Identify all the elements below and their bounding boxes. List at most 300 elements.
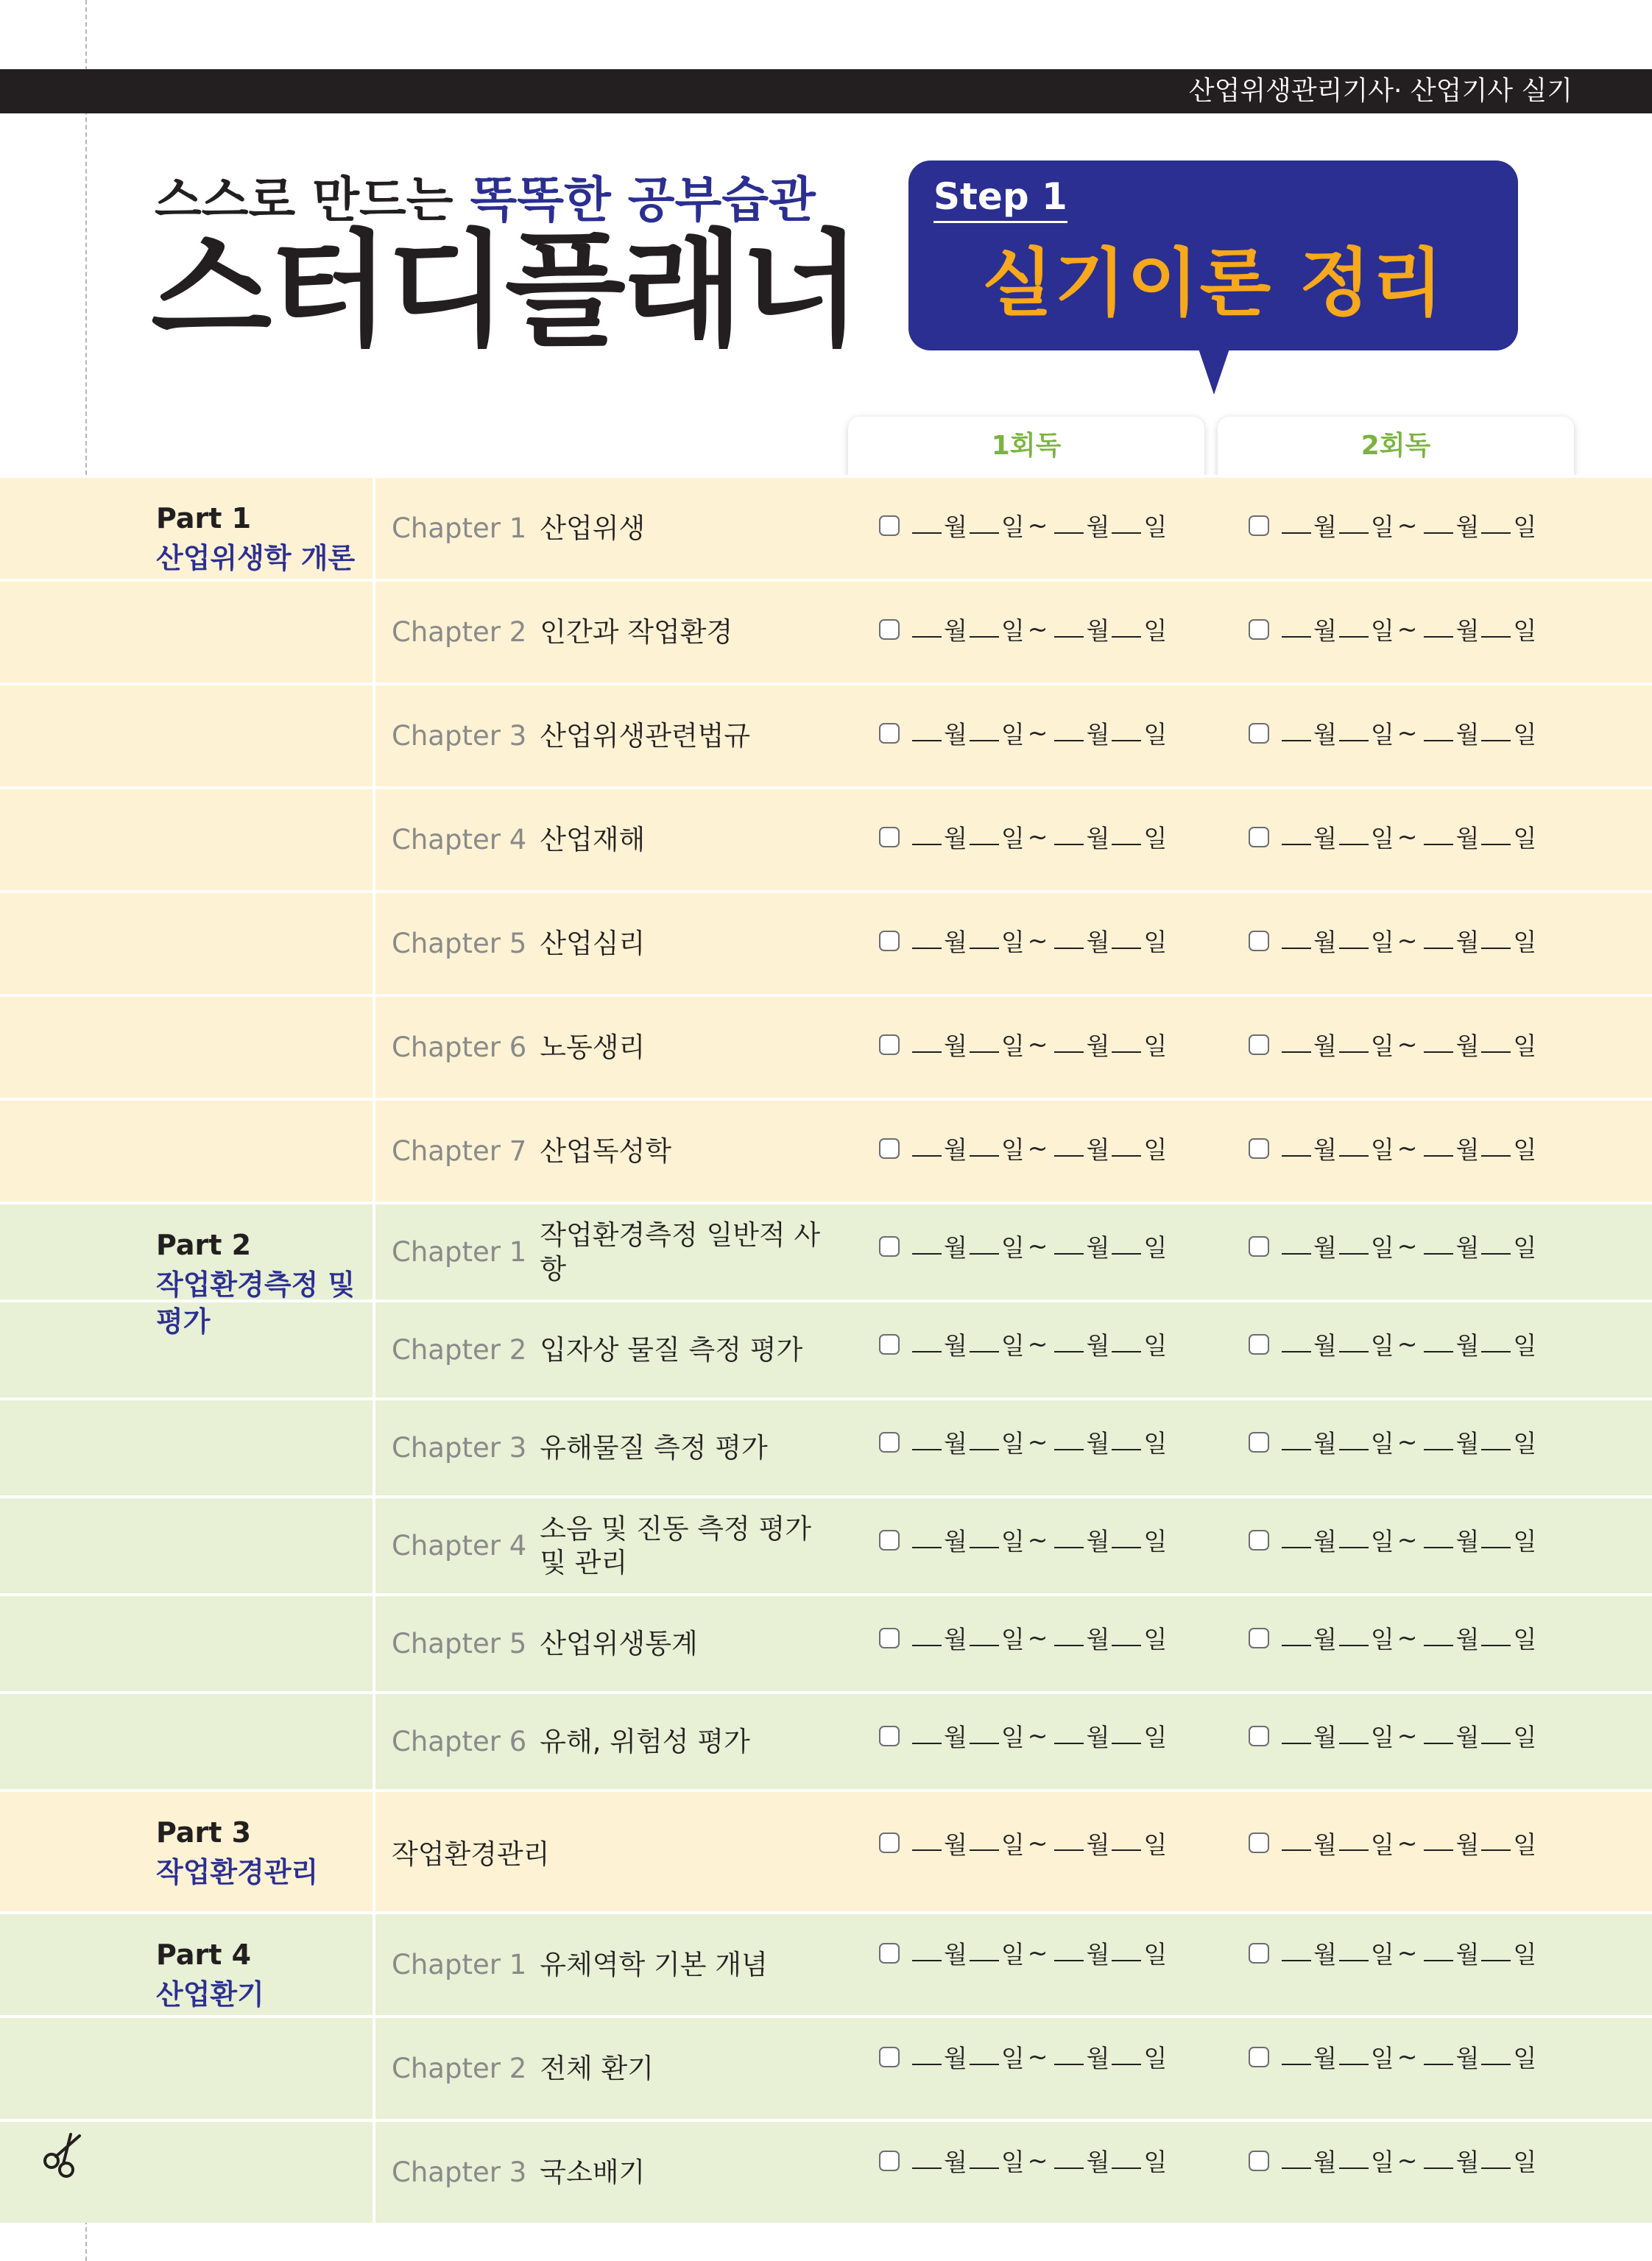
date-blank[interactable] — [1112, 1336, 1141, 1352]
date-blank[interactable] — [1339, 1945, 1369, 1961]
day-label: 일 — [1143, 2044, 1168, 2073]
date-blank[interactable] — [1339, 1630, 1369, 1646]
chapter-number: Chapter 1 — [392, 512, 527, 544]
date-blank[interactable] — [970, 1835, 999, 1851]
date-blank[interactable] — [1112, 725, 1141, 741]
day-label: 일 — [1370, 1940, 1394, 1969]
date-blank[interactable] — [970, 1336, 999, 1352]
date-range-cell-round-1 — [848, 579, 1204, 680]
part-name: 산업환기 — [156, 1978, 264, 2011]
date-blank[interactable] — [912, 518, 942, 534]
date-blank[interactable] — [1481, 1835, 1511, 1851]
date-blank[interactable] — [1282, 2049, 1311, 2065]
date-blank[interactable] — [1282, 1037, 1311, 1053]
date-blank[interactable] — [1112, 2049, 1141, 2065]
month-label: 월 — [1086, 1625, 1110, 1654]
book-title: 산업위생관리기사· 산업기사 실기 — [1188, 76, 1572, 106]
month-label: 월 — [944, 2148, 967, 2176]
chapter-label — [392, 1302, 838, 1397]
day-label: 일 — [1000, 1830, 1025, 1859]
date-blank[interactable] — [1054, 933, 1084, 949]
month-label: 월 — [1313, 2148, 1337, 2176]
date-blank[interactable] — [1424, 1037, 1453, 1053]
month-label: 월 — [1313, 1830, 1337, 1859]
date-blank[interactable] — [970, 725, 999, 741]
month-label: 월 — [1313, 1031, 1337, 1060]
date-blank[interactable] — [1112, 1728, 1141, 1744]
month-label: 월 — [944, 720, 967, 749]
month-label: 월 — [944, 1429, 967, 1458]
date-blank[interactable] — [1339, 829, 1369, 845]
day-label: 일 — [1513, 1135, 1537, 1164]
part-name: 작업환경측정 및 평가 — [156, 1269, 356, 1338]
day-label: 일 — [1513, 512, 1537, 541]
step-label: Step 1 — [933, 175, 1067, 223]
chapter-label — [392, 1400, 838, 1495]
checkbox-icon[interactable] — [879, 619, 900, 640]
date-range-cell-round-2 — [1218, 994, 1574, 1095]
checkbox-icon[interactable] — [879, 1334, 900, 1355]
checkbox-icon[interactable] — [1249, 931, 1269, 951]
month-label: 월 — [944, 1625, 967, 1654]
day-label: 일 — [1143, 824, 1168, 853]
date-blank[interactable] — [1054, 1728, 1084, 1744]
checkbox-icon[interactable] — [1249, 827, 1269, 847]
checkbox-icon[interactable] — [1249, 723, 1269, 744]
month-label: 월 — [1086, 2044, 1110, 2073]
day-label: 일 — [1000, 1723, 1025, 1752]
month-label: 월 — [1313, 720, 1337, 749]
date-blank[interactable] — [1424, 621, 1453, 638]
date-blank[interactable] — [1424, 933, 1453, 949]
day-label: 일 — [1000, 1940, 1025, 1969]
date-separator: ~ — [1027, 822, 1048, 851]
date-blank[interactable] — [1054, 1945, 1084, 1961]
date-blank[interactable] — [970, 933, 999, 949]
checkbox-icon[interactable] — [879, 2151, 900, 2171]
date-blank[interactable] — [1054, 1630, 1084, 1646]
date-blank[interactable] — [970, 1630, 999, 1646]
checkbox-icon[interactable] — [879, 723, 900, 744]
date-blank[interactable] — [1112, 1434, 1141, 1450]
date-blank[interactable] — [970, 1238, 999, 1255]
checkbox-icon[interactable] — [879, 1530, 900, 1551]
month-label: 월 — [1455, 1233, 1480, 1262]
subtitle-prefix: 스스로 만드는 — [155, 172, 470, 228]
date-separator: ~ — [1027, 1939, 1048, 1967]
date-blank[interactable] — [912, 725, 942, 741]
date-blank[interactable] — [1112, 829, 1141, 845]
month-label: 월 — [1086, 1940, 1110, 1969]
date-blank[interactable] — [912, 2153, 942, 2169]
date-blank[interactable] — [912, 621, 942, 638]
date-blank[interactable] — [1112, 933, 1141, 949]
date-blank[interactable] — [1112, 1945, 1141, 1961]
month-label: 월 — [1455, 616, 1480, 645]
date-blank[interactable] — [1054, 1037, 1084, 1053]
checkbox-icon[interactable] — [879, 1726, 900, 1746]
date-blank[interactable] — [1481, 933, 1511, 949]
day-label: 일 — [1370, 616, 1394, 645]
date-blank[interactable] — [1112, 621, 1141, 638]
month-label: 월 — [1313, 616, 1337, 645]
month-label: 월 — [1313, 1135, 1337, 1164]
checkbox-icon[interactable] — [1249, 1943, 1269, 1964]
date-blank[interactable] — [1054, 621, 1084, 638]
date-blank[interactable] — [970, 1945, 999, 1961]
day-label: 일 — [1143, 1135, 1168, 1164]
date-blank[interactable] — [912, 1140, 942, 1157]
date-blank[interactable] — [1339, 2153, 1369, 2169]
checkbox-icon[interactable] — [1249, 1628, 1269, 1648]
date-blank[interactable] — [1339, 1238, 1369, 1255]
chapter-label — [392, 2018, 838, 2119]
date-blank[interactable] — [1339, 725, 1369, 741]
date-blank[interactable] — [912, 933, 942, 949]
date-separator: ~ — [1027, 1330, 1048, 1358]
date-blank[interactable] — [1339, 1140, 1369, 1157]
date-range-cell-round-1 — [848, 1902, 1204, 2003]
month-label: 월 — [1455, 720, 1480, 749]
month-label: 월 — [1455, 2044, 1480, 2073]
day-label: 일 — [1000, 512, 1025, 541]
date-separator: ~ — [1027, 511, 1048, 540]
checkbox-icon[interactable] — [1249, 1236, 1269, 1257]
month-label: 월 — [944, 616, 967, 645]
month-label: 월 — [944, 1031, 967, 1060]
date-blank[interactable] — [1282, 518, 1311, 534]
date-blank[interactable] — [1339, 518, 1369, 534]
chapter-number: Chapter 2 — [392, 616, 527, 648]
date-blank[interactable] — [1112, 518, 1141, 534]
date-blank[interactable] — [970, 1532, 999, 1548]
date-blank[interactable] — [1481, 1238, 1511, 1255]
date-blank[interactable] — [1054, 1434, 1084, 1450]
date-range-cell-round-1 — [848, 682, 1204, 783]
day-label: 일 — [1513, 928, 1537, 956]
checkbox-icon[interactable] — [1249, 1034, 1269, 1055]
date-blank[interactable] — [1481, 725, 1511, 741]
date-blank[interactable] — [1282, 725, 1311, 741]
checkbox-icon[interactable] — [1249, 2047, 1269, 2067]
part-label — [156, 1814, 370, 1891]
date-blank[interactable] — [1112, 1140, 1141, 1157]
date-blank[interactable] — [912, 1835, 942, 1851]
date-blank[interactable] — [1339, 1037, 1369, 1053]
date-blank[interactable] — [1481, 1532, 1511, 1548]
date-blank[interactable] — [1339, 1728, 1369, 1744]
date-separator: ~ — [1397, 1134, 1418, 1163]
date-blank[interactable] — [1282, 1336, 1311, 1352]
month-label: 월 — [944, 1940, 967, 1969]
date-blank[interactable] — [912, 1630, 942, 1646]
date-blank[interactable] — [1282, 1238, 1311, 1255]
chapter-label — [392, 893, 838, 994]
day-label: 일 — [1370, 1233, 1394, 1262]
date-blank[interactable] — [1339, 1434, 1369, 1450]
date-blank[interactable] — [1481, 1728, 1511, 1744]
top-banner — [0, 69, 1652, 113]
chapter-title: 소음 및 진동 측정 평가 및 관리 — [540, 1512, 811, 1579]
chapter-label — [392, 685, 838, 786]
date-blank[interactable] — [1339, 2049, 1369, 2065]
date-blank[interactable] — [1339, 933, 1369, 949]
date-blank[interactable] — [970, 1728, 999, 1744]
date-range-cell-round-2 — [1218, 1199, 1574, 1294]
month-label: 월 — [944, 1830, 967, 1859]
date-range-cell-round-1 — [848, 994, 1204, 1095]
day-label: 일 — [1370, 824, 1394, 853]
month-label: 월 — [944, 1527, 967, 1556]
checkbox-icon[interactable] — [879, 1138, 900, 1159]
date-blank[interactable] — [1424, 1532, 1453, 1548]
day-label: 일 — [1370, 1031, 1394, 1060]
day-label: 일 — [1513, 2044, 1537, 2073]
date-blank[interactable] — [1282, 1728, 1311, 1744]
date-blank[interactable] — [1424, 1630, 1453, 1646]
date-blank[interactable] — [1282, 1945, 1311, 1961]
part-label — [156, 500, 370, 576]
day-label: 일 — [1370, 512, 1394, 541]
date-blank[interactable] — [1282, 1140, 1311, 1157]
checkbox-icon[interactable] — [879, 1943, 900, 1964]
date-blank[interactable] — [1424, 1945, 1453, 1961]
date-blank[interactable] — [970, 2153, 999, 2169]
date-separator: ~ — [1397, 1330, 1418, 1358]
date-blank[interactable] — [1282, 1532, 1311, 1548]
date-blank[interactable] — [1112, 2153, 1141, 2169]
date-blank[interactable] — [912, 829, 942, 845]
chapter-title: 산업재해 — [540, 823, 646, 856]
day-label: 일 — [1143, 1331, 1168, 1360]
day-label: 일 — [1370, 1723, 1394, 1752]
month-label: 월 — [1086, 1723, 1110, 1752]
chapter-label — [392, 1596, 838, 1691]
date-blank[interactable] — [912, 2049, 942, 2065]
date-separator: ~ — [1397, 1428, 1418, 1456]
date-blank[interactable] — [1282, 933, 1311, 949]
date-blank[interactable] — [1282, 1630, 1311, 1646]
date-blank[interactable] — [912, 1434, 942, 1450]
date-blank[interactable] — [970, 518, 999, 534]
checkbox-icon[interactable] — [1249, 1726, 1269, 1746]
chapter-number: Chapter 1 — [392, 1236, 527, 1268]
checkbox-icon[interactable] — [879, 1236, 900, 1257]
date-separator: ~ — [1397, 1623, 1418, 1652]
month-label: 월 — [944, 928, 967, 956]
date-blank[interactable] — [1481, 829, 1511, 845]
date-blank[interactable] — [970, 2049, 999, 2065]
checkbox-icon[interactable] — [879, 515, 900, 536]
day-label: 일 — [1370, 928, 1394, 956]
date-blank[interactable] — [1481, 1037, 1511, 1053]
date-blank[interactable] — [1424, 829, 1453, 845]
checkbox-icon[interactable] — [1249, 1138, 1269, 1159]
date-blank[interactable] — [912, 1037, 942, 1053]
date-blank[interactable] — [970, 1434, 999, 1450]
date-blank[interactable] — [1112, 1835, 1141, 1851]
date-blank[interactable] — [1054, 829, 1084, 845]
chapter-number: Chapter 5 — [392, 1628, 527, 1659]
date-blank[interactable] — [1481, 621, 1511, 638]
date-blank[interactable] — [1282, 2153, 1311, 2169]
checkbox-icon[interactable] — [1249, 2151, 1269, 2171]
date-blank[interactable] — [1481, 2049, 1511, 2065]
date-blank[interactable] — [1054, 1238, 1084, 1255]
date-blank[interactable] — [1282, 1835, 1311, 1851]
day-label: 일 — [1143, 1031, 1168, 1060]
date-range-cell-round-2 — [1218, 786, 1574, 887]
date-range-cell-round-1 — [848, 1098, 1204, 1199]
day-label: 일 — [1513, 720, 1537, 749]
date-blank[interactable] — [912, 1945, 942, 1961]
subtitle-highlight: 똑똑한 공부습관 — [470, 172, 816, 228]
date-separator: ~ — [1027, 1721, 1048, 1750]
date-blank[interactable] — [1481, 1945, 1511, 1961]
date-blank[interactable] — [1054, 518, 1084, 534]
date-blank[interactable] — [1424, 1140, 1453, 1157]
month-label: 월 — [1086, 720, 1110, 749]
date-blank[interactable] — [1339, 1336, 1369, 1352]
step-title: 실기이론 정리 — [981, 240, 1445, 326]
checkbox-icon[interactable] — [1249, 1432, 1269, 1453]
checkbox-icon[interactable] — [879, 827, 900, 847]
date-blank[interactable] — [1054, 1835, 1084, 1851]
date-blank[interactable] — [912, 1238, 942, 1255]
date-blank[interactable] — [1054, 1140, 1084, 1157]
chapter-title: 산업위생통계 — [540, 1627, 698, 1659]
checkbox-icon[interactable] — [879, 1833, 900, 1853]
date-separator: ~ — [1397, 2042, 1418, 2071]
checkbox-icon[interactable] — [1249, 1833, 1269, 1853]
chapter-title: 유체역학 기본 개념 — [540, 1948, 768, 1980]
day-label: 일 — [1000, 1331, 1025, 1360]
date-range-cell-round-1 — [848, 1394, 1204, 1489]
date-blank[interactable] — [912, 1532, 942, 1548]
chapter-title: 산업위생 — [540, 512, 646, 544]
date-blank[interactable] — [1112, 1630, 1141, 1646]
date-blank[interactable] — [1424, 2153, 1453, 2169]
chapter-label — [392, 1204, 838, 1299]
checkbox-icon[interactable] — [879, 2047, 900, 2067]
date-blank[interactable] — [1339, 1532, 1369, 1548]
day-label: 일 — [1143, 1527, 1168, 1556]
date-blank[interactable] — [1112, 1532, 1141, 1548]
date-blank[interactable] — [1481, 2153, 1511, 2169]
part-label — [156, 1227, 370, 1340]
date-blank[interactable] — [970, 1140, 999, 1157]
date-range-cell-round-2 — [1218, 1297, 1574, 1391]
month-label: 월 — [1086, 1527, 1110, 1556]
date-range-cell-round-2 — [1218, 1902, 1574, 2003]
date-separator: ~ — [1027, 1428, 1048, 1456]
date-blank[interactable] — [1054, 725, 1084, 741]
date-blank[interactable] — [1424, 725, 1453, 741]
date-blank[interactable] — [1481, 1434, 1511, 1450]
date-range-cell-round-1 — [848, 2110, 1204, 2211]
column-header-round-1: 1회독 — [991, 431, 1062, 461]
date-blank[interactable] — [1481, 518, 1511, 534]
checkbox-icon[interactable] — [1249, 515, 1269, 536]
chapter-title: 입자상 물질 측정 평가 — [540, 1333, 803, 1366]
date-blank[interactable] — [1339, 621, 1369, 638]
date-blank[interactable] — [1424, 1336, 1453, 1352]
checkbox-icon[interactable] — [879, 1628, 900, 1648]
chapter-label — [392, 1101, 838, 1202]
month-label: 월 — [944, 1331, 967, 1360]
step-callout — [908, 161, 1518, 350]
date-separator: ~ — [1027, 615, 1048, 643]
date-blank[interactable] — [1481, 1140, 1511, 1157]
month-label: 월 — [1313, 928, 1337, 956]
date-blank[interactable] — [1424, 518, 1453, 534]
date-blank[interactable] — [912, 1728, 942, 1744]
date-blank[interactable] — [1112, 1238, 1141, 1255]
month-label: 월 — [1086, 512, 1110, 541]
date-blank[interactable] — [1424, 1835, 1453, 1851]
checkbox-icon[interactable] — [879, 931, 900, 951]
date-blank[interactable] — [1339, 1835, 1369, 1851]
day-label: 일 — [1000, 2044, 1025, 2073]
date-separator: ~ — [1027, 2146, 1048, 2175]
date-separator: ~ — [1397, 1721, 1418, 1750]
date-blank[interactable] — [1054, 2049, 1084, 2065]
date-separator: ~ — [1027, 1828, 1048, 1858]
date-blank[interactable] — [970, 621, 999, 638]
day-label: 일 — [1143, 1940, 1168, 1969]
day-label: 일 — [1370, 2148, 1394, 2176]
date-blank[interactable] — [1424, 1728, 1453, 1744]
date-blank[interactable] — [1424, 2049, 1453, 2065]
day-label: 일 — [1513, 1233, 1537, 1262]
day-label: 일 — [1143, 2148, 1168, 2176]
month-label: 월 — [944, 1723, 967, 1752]
date-blank[interactable] — [1054, 2153, 1084, 2169]
date-blank[interactable] — [1481, 1336, 1511, 1352]
checkbox-icon[interactable] — [879, 1034, 900, 1055]
date-blank[interactable] — [1282, 829, 1311, 845]
date-blank[interactable] — [912, 1336, 942, 1352]
date-blank[interactable] — [970, 829, 999, 845]
day-label: 일 — [1000, 1031, 1025, 1060]
date-blank[interactable] — [1112, 1037, 1141, 1053]
date-range-cell-round-1 — [848, 1199, 1204, 1294]
date-range-cell-round-2 — [1218, 1098, 1574, 1199]
chapter-number: Chapter 6 — [392, 1031, 527, 1063]
day-label: 일 — [1143, 1233, 1168, 1262]
checkbox-icon[interactable] — [1249, 1530, 1269, 1551]
checkbox-icon[interactable] — [1249, 1334, 1269, 1355]
day-label: 일 — [1143, 928, 1168, 956]
date-blank[interactable] — [1054, 1532, 1084, 1548]
date-blank[interactable] — [1282, 621, 1311, 638]
date-blank[interactable] — [1054, 1336, 1084, 1352]
scissors-icon — [38, 2131, 90, 2183]
date-blank[interactable] — [1282, 1434, 1311, 1450]
month-label: 월 — [944, 1135, 967, 1164]
date-blank[interactable] — [1424, 1238, 1453, 1255]
day-label: 일 — [1513, 1625, 1537, 1654]
checkbox-icon[interactable] — [1249, 619, 1269, 640]
date-range-cell-round-1 — [848, 890, 1204, 991]
date-blank[interactable] — [1424, 1434, 1453, 1450]
month-label: 월 — [1313, 2044, 1337, 2073]
month-label: 월 — [1455, 1625, 1480, 1654]
date-blank[interactable] — [970, 1037, 999, 1053]
date-separator: ~ — [1027, 1134, 1048, 1163]
date-blank[interactable] — [1481, 1630, 1511, 1646]
checkbox-icon[interactable] — [879, 1432, 900, 1453]
